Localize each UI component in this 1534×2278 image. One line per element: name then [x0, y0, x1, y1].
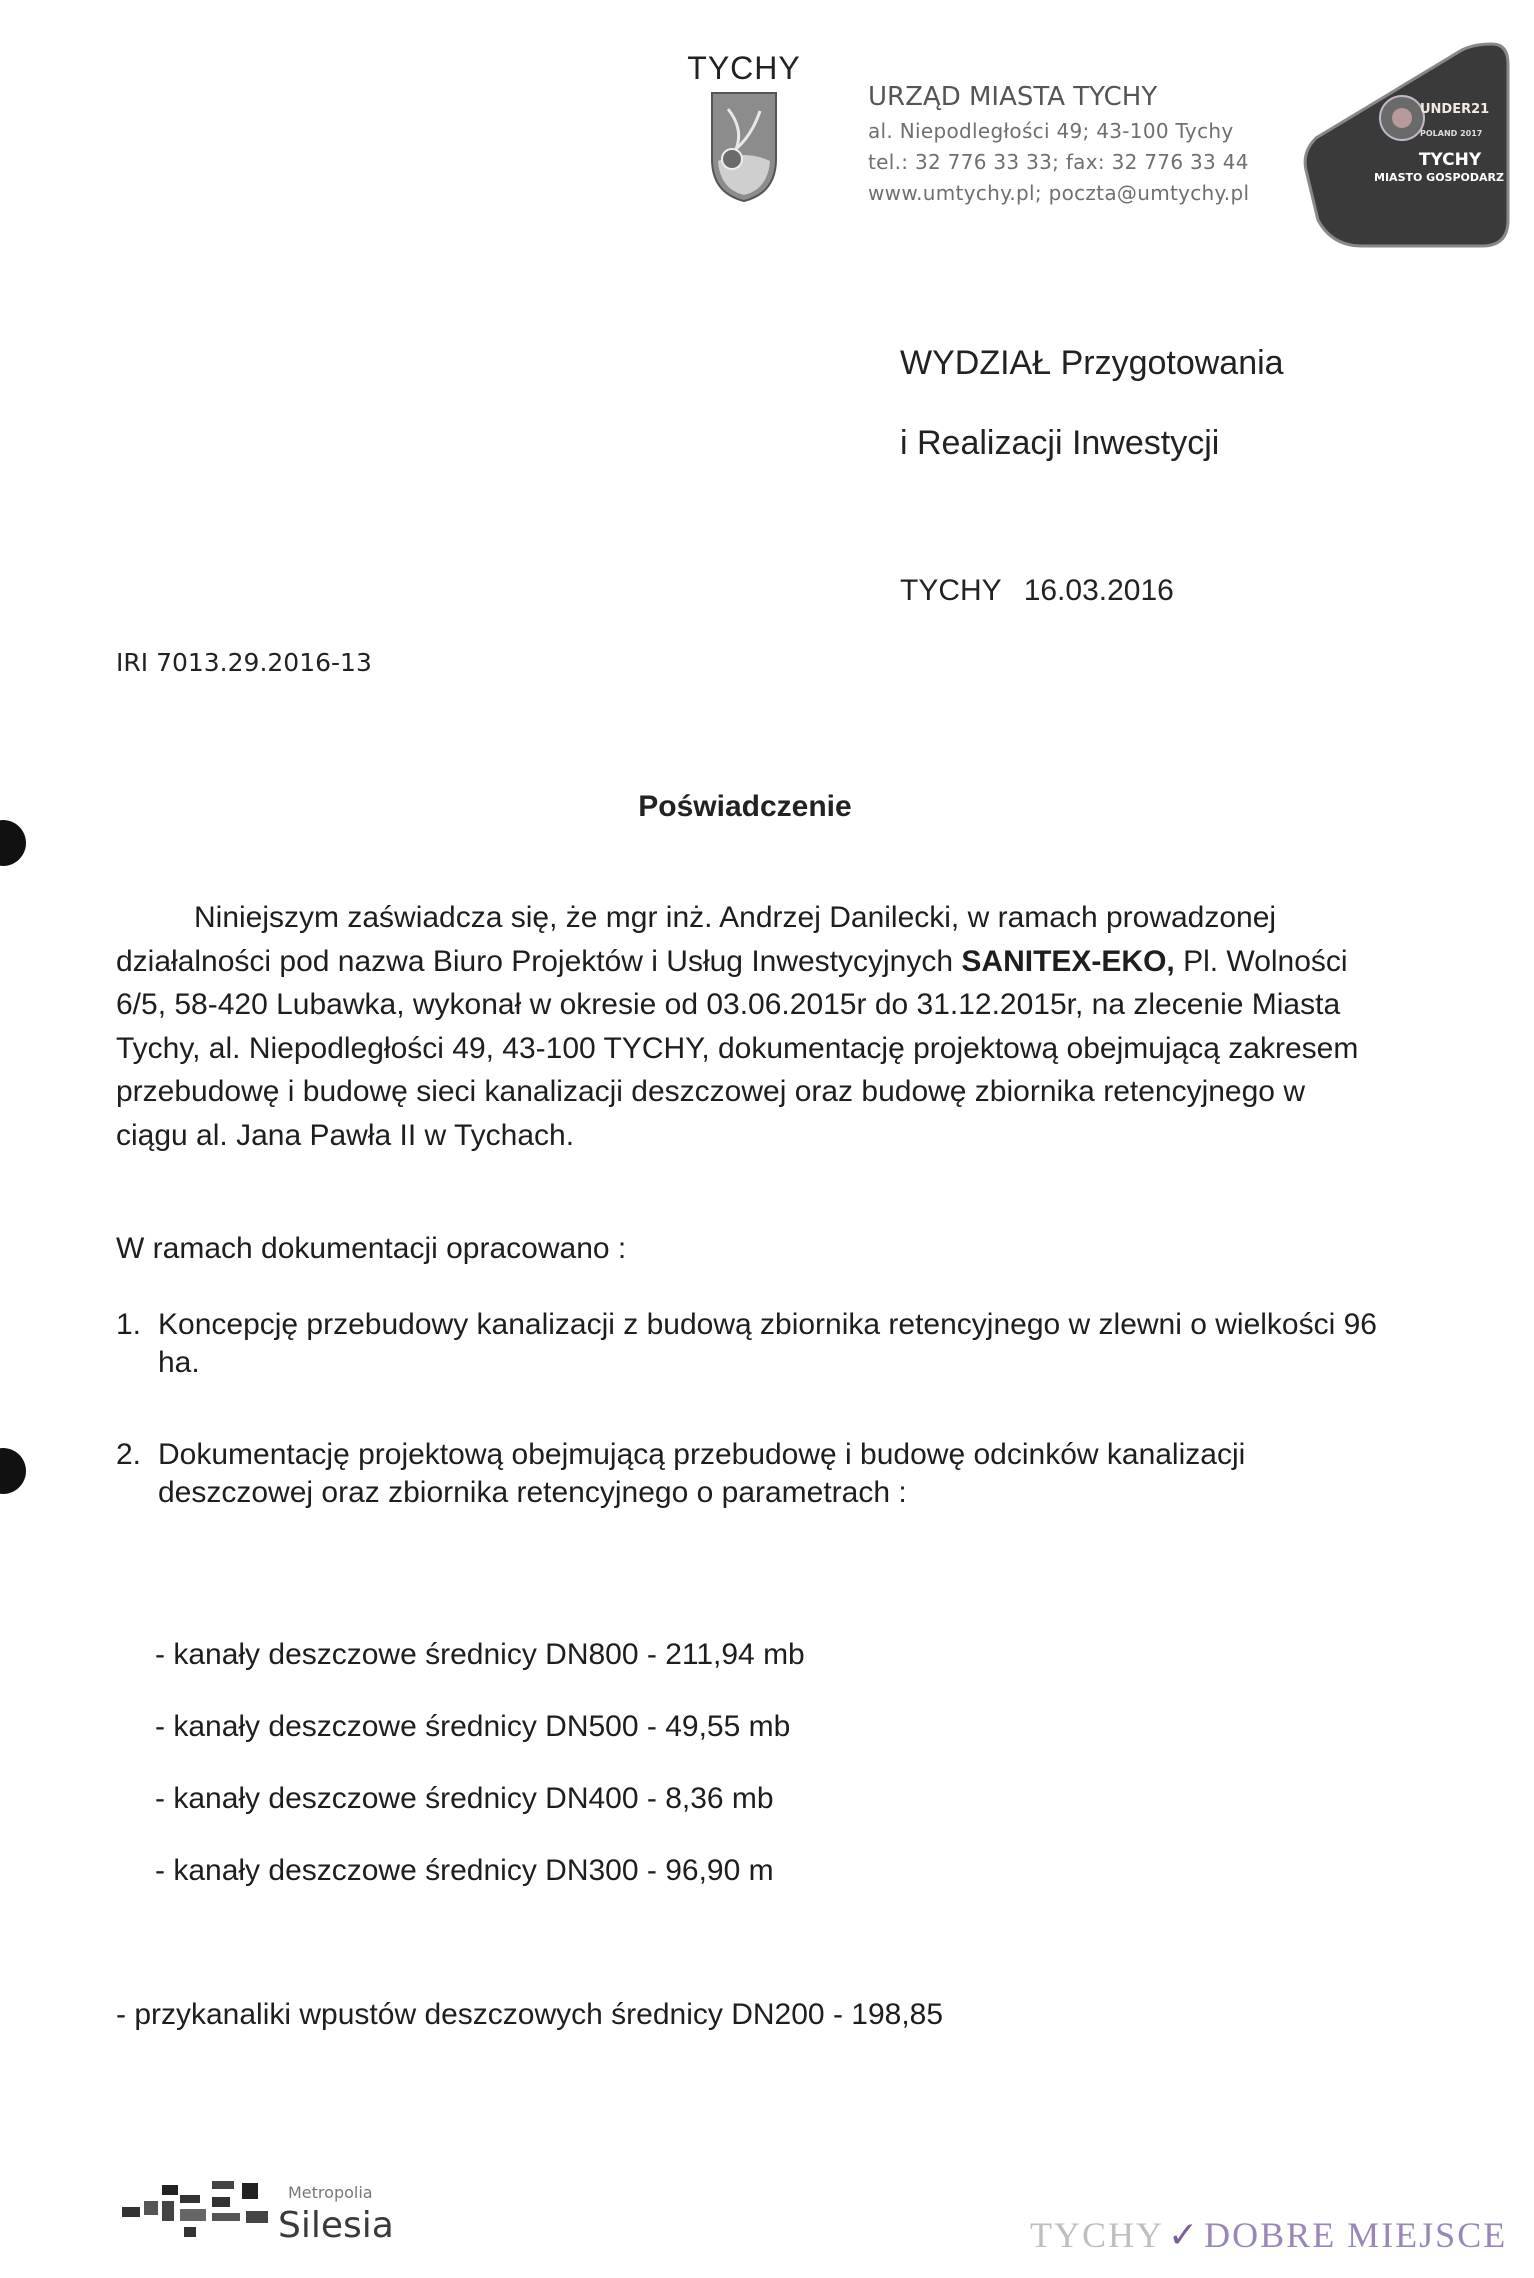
address-line: al. Niepodległości 49; 43-100 Tychy [868, 119, 1234, 143]
badge-line-1: UNDER21 [1420, 102, 1490, 117]
city-crest-logo [684, 50, 804, 205]
punch-hole-bottom [0, 1448, 26, 1494]
paragraph-part-1: Niniejszym zaświadcza się, że mgr inż. Andrzej Danilecki, w ramach prowadzonej działalności pod nazwa Biuro Projektów i Usług Inwestycyjnych [116, 901, 1277, 978]
company-name: SANITEX-EKO, [961, 944, 1175, 978]
reference-number: IRI 7013.29.2016-13 [116, 648, 372, 677]
date-line [900, 574, 1196, 608]
logo-city-name: TYCHY [687, 50, 801, 86]
parameter-bullet: - kanały deszczowe średnicy DN400 - 8,36 mb [155, 1782, 774, 1815]
badge-line-3: TYCHY [1418, 150, 1482, 170]
metropolia-silesia-logo [122, 2175, 422, 2255]
slogan-rest: DOBRE MIEJSCE [1204, 2215, 1508, 2255]
phone-line: tel.: 32 776 33 33; fax: 32 776 33 44 [868, 150, 1249, 174]
punch-hole-top [0, 820, 26, 866]
badge-shape-icon [1302, 40, 1512, 250]
list-item-text: Koncepcję przebudowy kanalizacji z budową zbiornika retencyjnego w zlewni o wielkości 96 ha. [158, 1308, 1377, 1379]
parameter-bullet: - kanały deszczowe średnicy DN300 - 96,90 m [155, 1854, 774, 1887]
list-item-number: 1. [116, 1308, 142, 1341]
metropolia-mosaic-icon [122, 2175, 282, 2255]
lead-text: W ramach dokumentacji opracowano : [116, 1232, 627, 1265]
document-title: Poświadczenie [638, 790, 852, 823]
badge-line-2: POLAND 2017 [1420, 129, 1483, 138]
parameter-bullet: - kanały deszczowe średnicy DN500 - 49,55 mb [155, 1710, 791, 1743]
list-item-number: 2. [116, 1438, 142, 1471]
metropolia-label: Metropolia [288, 2183, 373, 2202]
main-paragraph [116, 896, 1376, 1157]
silesia-label: Silesia [278, 2205, 394, 2246]
coat-of-arms-icon [708, 89, 780, 205]
checkmark-icon: ✓ [1168, 2215, 1201, 2256]
under21-badge [1302, 40, 1512, 250]
web-line: www.umtychy.pl; poczta@umtychy.pl [868, 181, 1250, 205]
department-line-2: i Realizacji Inwestycji [900, 424, 1220, 462]
parameter-bullet-last: - przykanaliki wpustów deszczowych średnicy DN200 - 198,85 [116, 1998, 944, 2031]
date-city: TYCHY [900, 574, 1002, 607]
office-name: URZĄD MIASTA TYCHY [868, 82, 1158, 112]
slogan-city: TYCHY [1030, 2215, 1164, 2255]
date-value: 16.03.2016 [1023, 574, 1174, 607]
parameter-bullet: - kanały deszczowe średnicy DN800 - 211,94 mb [155, 1638, 805, 1671]
department-line-1: WYDZIAŁ Przygotowania [900, 344, 1284, 382]
list-item-text: Dokumentację projektową obejmującą przebudowę i budowę odcinków kanalizacji deszczowej oraz zbiornika retencyjnego o parametrach : [158, 1438, 1246, 1509]
badge-line-4: MIASTO GOSPODARZ [1374, 171, 1504, 184]
city-slogan [1030, 2214, 1507, 2256]
paragraph-part-2: Pl. Wolności 6/5, 58-420 Lubawka, wykonał w okresie od 03.06.2015r do 31.12.2015r, na zlecenie Miasta Tychy, al. Niepodległości 49, 43-100 TYCHY, dokumentację projektową obejmującą zakresem przebudowę i budowę sieci kanalizacji deszczowej oraz budowę zbiornika retencyjnego w ciągu al. Jana Pawła II w Tychach. [116, 944, 1359, 1152]
office-address-block [868, 82, 1249, 209]
